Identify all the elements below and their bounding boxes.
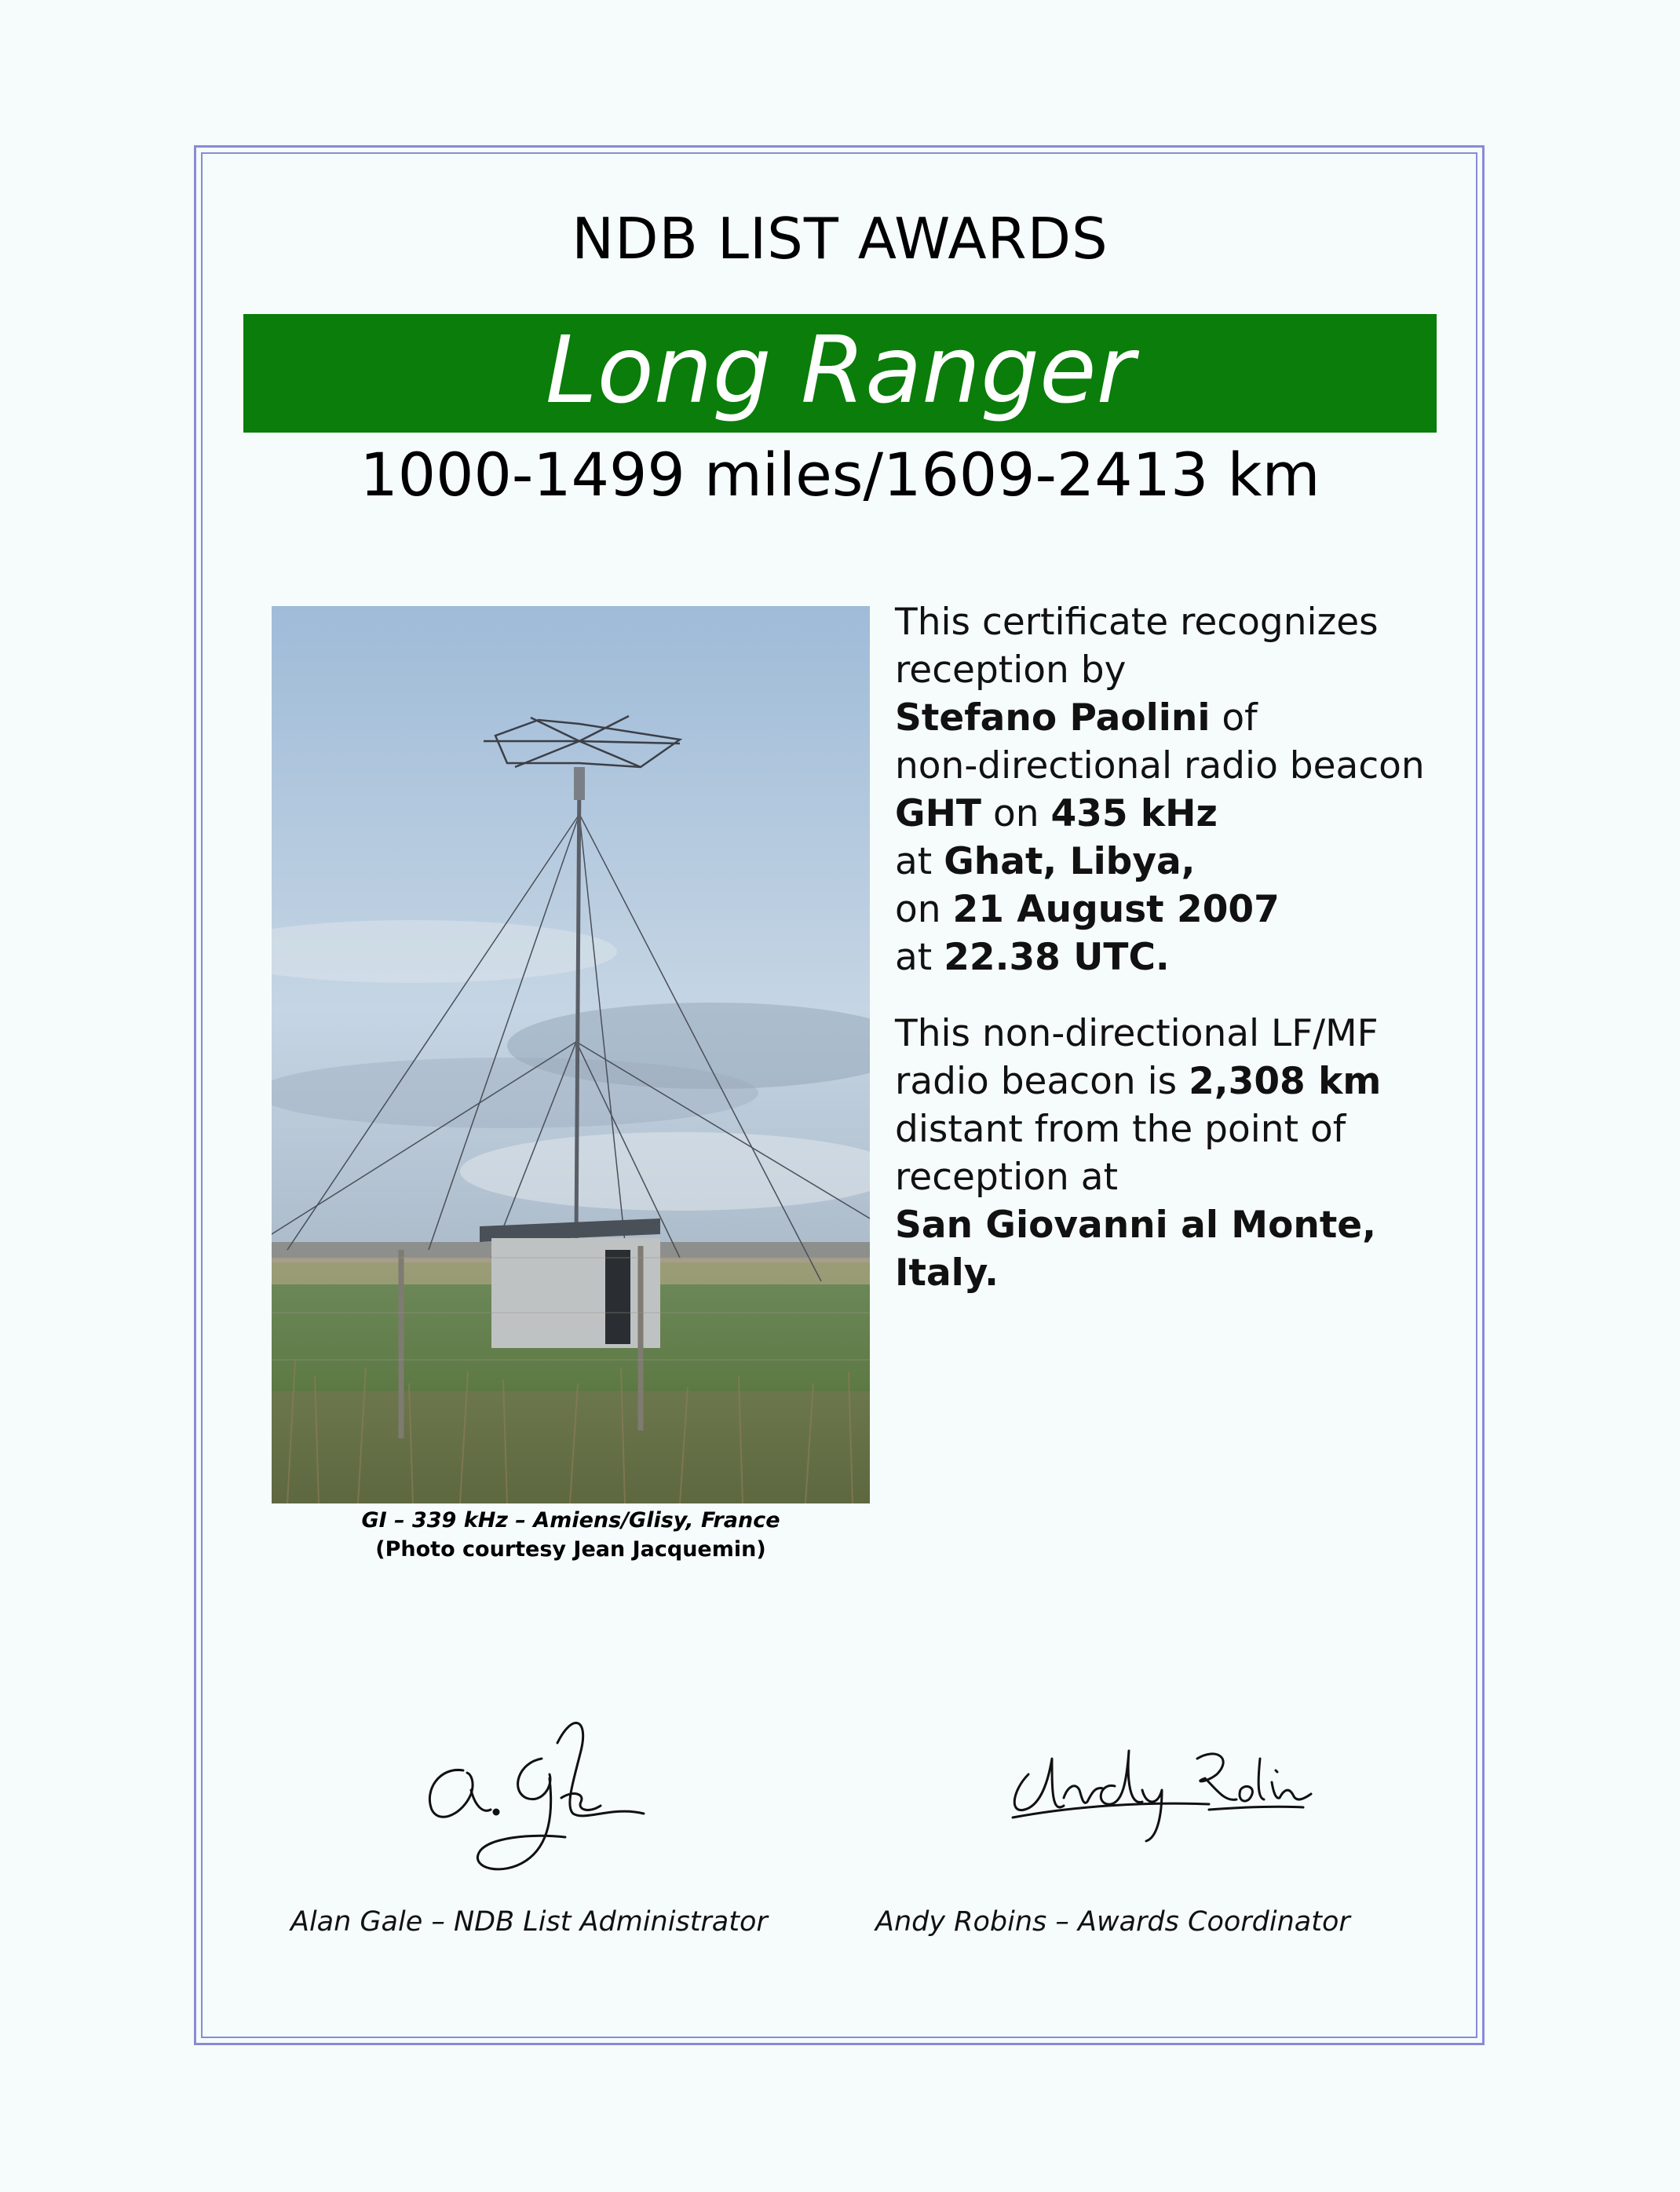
recipient-name: Stefano Paolini	[895, 696, 1211, 740]
paragraph-distance	[895, 1010, 1444, 1297]
reception-time: 22.38 UTC.	[944, 936, 1170, 979]
beacon-photo	[272, 606, 870, 1503]
reception-date: 21 August 2007	[952, 888, 1280, 931]
paragraph-recognition	[895, 598, 1444, 981]
signature-title-right: Andy Robins – Awards Coordinator	[875, 1906, 1350, 1938]
signature-title-left: Alan Gale – NDB List Administrator	[290, 1906, 768, 1938]
intro-text: This certificate recognizes reception by	[895, 601, 1379, 692]
organization-title: NDB LIST AWARDS	[572, 206, 1108, 272]
certificate-text	[895, 598, 1444, 1297]
at-text: at	[895, 840, 933, 883]
signature-andy-robins	[1005, 1727, 1319, 1848]
beacon-callsign: GHT	[895, 792, 981, 835]
caption-line-2: (Photo courtesy Jean Jacquemin)	[375, 1537, 766, 1562]
of-text: of	[1222, 696, 1258, 740]
beacon-prefix: non-directional radio beacon	[895, 744, 1425, 787]
beacon-frequency: 435 kHz	[1050, 792, 1218, 835]
reception-location: San Giovanni al Monte, Italy.	[895, 1204, 1377, 1295]
award-name: Long Ranger	[545, 315, 1135, 424]
photo-caption	[272, 1506, 870, 1564]
beacon-location: Ghat, Libya,	[944, 840, 1196, 883]
distance-prefix: This non-directional LF/MF radio beacon is	[895, 1012, 1379, 1103]
award-range: 1000-1499 miles/1609-2413 km	[360, 440, 1320, 510]
distance-suffix: distant from the point of reception at	[895, 1108, 1346, 1199]
award-banner	[243, 314, 1437, 433]
on-date-text: on	[895, 888, 941, 931]
at-time-text: at	[895, 936, 933, 979]
caption-line-1: GI – 339 kHz – Amiens/Glisy, France	[361, 1508, 780, 1533]
signature-alan-gale	[408, 1696, 659, 1887]
distance-value: 2,308 km	[1189, 1060, 1382, 1103]
on-text: on	[992, 792, 1039, 835]
